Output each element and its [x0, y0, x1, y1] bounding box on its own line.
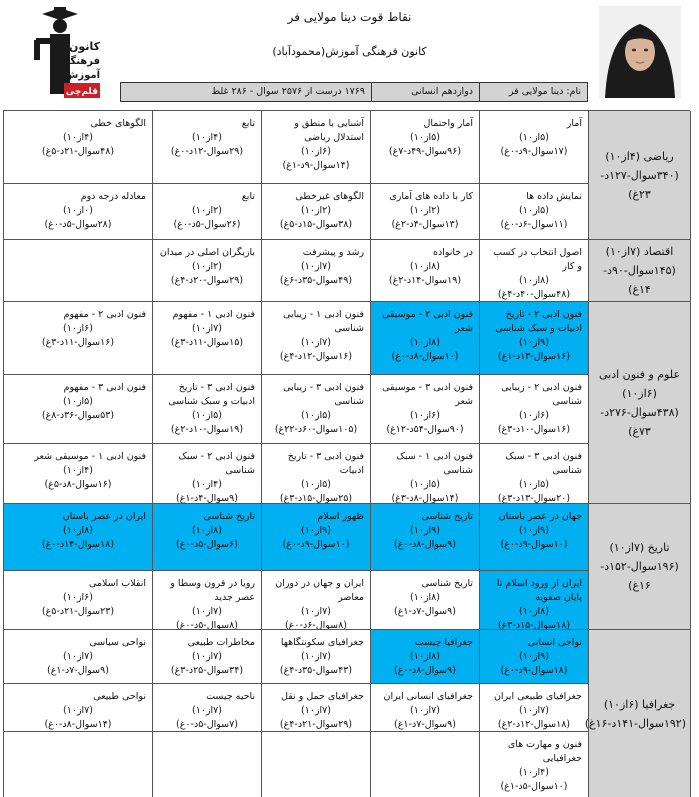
topic-score: (۴از۱۰) [192, 132, 222, 143]
topic-score: (۷از۱۰) [301, 651, 331, 662]
topic-score: (۷از۱۰) [192, 651, 222, 662]
topic-label: انقلاب اسلامی [89, 578, 146, 589]
topic-stats: (۱۶سوال-۱۰د-۳غ) [497, 424, 571, 435]
topic-score: (۶از۱۰) [63, 323, 93, 334]
topic-score: (۸از۱۰) [63, 525, 93, 536]
topic-label: فنون ادبی ۲ - مفهوم [63, 309, 146, 320]
topic-cell [153, 444, 262, 504]
topic-cell [4, 240, 153, 302]
topic-cell [480, 571, 589, 630]
topic-score: (۷از۱۰) [63, 651, 93, 662]
logo-line-2: فرهنگی [60, 56, 100, 67]
subject-summary [589, 302, 691, 504]
topic-score: (۸از۱۰) [192, 525, 222, 536]
subject-summary-line: (۱۴۵سوال-۹۰د- [603, 264, 676, 277]
topic-score: (۵از۱۰) [519, 479, 549, 490]
topic-cell [262, 504, 371, 571]
topic-score: (۴از۱۰) [192, 479, 222, 490]
topic-stats: (۱۱سوال-۶د-۰غ) [500, 219, 568, 230]
topic-stats: (۱۵سوال-۱۱د-۳غ) [170, 337, 244, 348]
logo-line-4: قلم‌چی [65, 87, 98, 97]
topic-stats: (۱۴سوال-۹د-۱غ) [282, 160, 350, 171]
topic-stats: (۸سوال-۶د-۰غ) [285, 620, 347, 630]
topic-score: (۶از۱۰) [410, 410, 440, 421]
topic-cell [371, 684, 480, 732]
topic-cell [371, 240, 480, 302]
topic-cell [4, 630, 153, 684]
topic-score: (۷از۱۰) [192, 606, 222, 617]
topic-stats: (۹سوال-۸د-۰غ) [394, 665, 456, 676]
topic-cell [371, 184, 480, 240]
topic-score: (۷از۱۰) [192, 705, 222, 716]
topic-cell [480, 375, 589, 444]
topic-stats: (۱۶سوال-۸د-۵غ) [44, 479, 112, 490]
topic-label: تابع [241, 118, 255, 129]
topic-label: ایران و جهان در دوران معاصر [272, 578, 364, 603]
topic-stats: (۱۹سوال-۱۰د-۲غ) [170, 424, 244, 435]
topic-score: (۵از۱۰) [519, 132, 549, 143]
topic-cell [480, 302, 589, 375]
subject-summary [589, 111, 691, 240]
topic-stats: (۱۹سوال-۱۴د-۲غ) [388, 275, 462, 286]
report-subtitle: کانون فرهنگی آموزش(محمودآباد) [272, 45, 427, 58]
topic-cell [371, 375, 480, 444]
topic-stats: (۷سوال-۵د-۰غ) [176, 719, 238, 730]
topic-stats: (۶سوال-۵د-۰غ) [176, 539, 238, 550]
topic-cell [371, 571, 480, 630]
topic-score: (۸از۱۰) [410, 592, 440, 603]
topic-score: (۵از۱۰) [410, 479, 440, 490]
topic-cell [262, 375, 371, 444]
topic-cell [480, 504, 589, 571]
topic-score: (۸از۱۰) [410, 651, 440, 662]
topic-cell [4, 302, 153, 375]
topic-cell [371, 732, 480, 797]
topic-cell [153, 504, 262, 571]
subject-summary-line: ریاضی (۴از۱۰) [605, 149, 674, 163]
topic-score: (۶از۱۰) [519, 410, 549, 421]
topic-label: فنون ادبی ۳ - موسیقی شعر [379, 382, 473, 407]
topic-label: ظهور اسلام [317, 511, 364, 522]
topic-cell [262, 302, 371, 375]
topic-score: (۸از۱۰) [519, 275, 549, 286]
topic-stats: (۱۰سوال-۹د-۰غ) [282, 539, 350, 550]
topic-label: تاریخ شناسی [421, 578, 473, 589]
topic-stats: (۱۸سوال-۱۵د-۳غ) [497, 620, 571, 630]
topic-cell [153, 184, 262, 240]
topic-label: فنون ادبی ۱ - سبک شناسی [393, 451, 473, 476]
topic-score: (۹از۱۰) [301, 525, 331, 536]
topic-cell [153, 240, 262, 302]
topic-label: جهان در عصر باستان [498, 511, 582, 522]
topic-cell [4, 184, 153, 240]
topic-score: (۷از۱۰) [410, 705, 440, 716]
subject-summary-line: ۱۴غ) [628, 283, 651, 296]
topic-label: فنون ادبی ۱ - زیبایی شناسی [280, 309, 364, 334]
topic-label: جغرافیا چیست [414, 637, 473, 648]
topic-label: الگوهای خطی [90, 118, 146, 129]
subject-summary-line: ۲۳غ) [628, 187, 651, 201]
topic-label: آمار [566, 118, 582, 129]
subject-summary-line: (۳۴۰سوال-۱۲۷د- [600, 168, 679, 182]
topic-cell [4, 375, 153, 444]
topic-stats: (۹سوال-۷د-۱غ) [394, 606, 456, 617]
topic-score: (۷از۱۰) [301, 337, 331, 348]
topic-label: جغرافیای طبیعی ایران [493, 691, 582, 702]
topic-score: (۴از۱۰) [519, 767, 549, 778]
topic-cell [4, 571, 153, 630]
topic-stats: (۱۸سوال-۱۲د-۲غ) [497, 719, 571, 730]
topic-label: آشنایی با منطق و استدلال ریاضی [291, 118, 364, 143]
topic-label: فنون و مهارت های جغرافیایی [504, 739, 582, 764]
topic-label: جغرافیای سکونتگاهها [280, 637, 364, 648]
topic-cell [262, 184, 371, 240]
topic-cell [371, 302, 480, 375]
topic-score: (۵از۱۰) [301, 410, 331, 421]
topic-cell [153, 302, 262, 375]
topic-cell [153, 732, 262, 797]
topic-stats: (۲۳سوال-۲۱د-۵غ) [41, 606, 115, 617]
topic-label: نمایش داده ها [526, 191, 582, 202]
topic-stats: (۴۹سوال-۳۵د-۶غ) [279, 275, 353, 286]
topic-label: فنون ادبی ۱ - مفهوم [172, 309, 255, 320]
topic-cell [371, 630, 480, 684]
topic-label: فنون ادبی ۳ - سبک شناسی [502, 451, 582, 476]
topic-stats: (۱۸سوال-۱۴د-۰غ) [41, 539, 115, 550]
topic-stats: (۵۳سوال-۳۶د-۸غ) [41, 410, 115, 421]
topic-label: فنون ادبی ۳ - تاریخ ادبیات و سبک شناسی [168, 382, 255, 407]
topic-score: (۸از۱۰) [410, 337, 440, 348]
topic-label: آمار واحتمال [423, 118, 473, 129]
topic-score: (۶از۱۰) [301, 146, 331, 157]
topic-stats: (۹سوال-۸د-۰غ) [394, 539, 456, 550]
topic-label: نواحی سیاسی [89, 637, 146, 648]
subject-summary-line: ۷۳غ) [628, 424, 651, 438]
subject-summary [589, 240, 691, 302]
topic-cell [480, 184, 589, 240]
topic-stats: (۲۹سوال-۱۲د-۰غ) [170, 146, 244, 157]
topic-label: فنون ادبی ۲ - موسیقی شعر [379, 309, 473, 334]
topic-stats: (۱۰سوال-۵د-۱غ) [500, 781, 568, 792]
topic-score: (۷از۱۰) [301, 261, 331, 272]
topic-label: فنون ادبی ۲ - تاریخ ادبیات و سبک شناسی [495, 309, 582, 334]
topic-cell [4, 111, 153, 184]
topic-stats: (۱۴سوال-۸د-۰غ) [44, 719, 112, 730]
topic-score: (۷از۱۰) [192, 323, 222, 334]
topic-score: (۲از۱۰) [192, 205, 222, 216]
topic-cell [262, 630, 371, 684]
topic-cell [480, 732, 589, 797]
topic-label: اصول انتخاب در کسب و کار [490, 247, 582, 272]
topic-score: (۰از۱۰) [63, 205, 93, 216]
report-title: نقاط قوت دینا مولایی فر [287, 10, 412, 24]
topic-stats: (۱۳سوال-۴د-۲غ) [391, 219, 459, 230]
topic-stats: (۱۰سوال-۹د-۰غ) [500, 539, 568, 550]
subject-summary-line: (۶از۱۰) [622, 386, 657, 400]
subject-summary-line: علوم و فنون ادبی [598, 367, 681, 381]
topic-score: (۸از۱۰) [410, 261, 440, 272]
topic-stats: (۱۸سوال-۹د-۰غ) [500, 665, 568, 676]
topic-score: (۲از۱۰) [301, 205, 331, 216]
subject-summary-line: ۱۶غ) [628, 579, 651, 592]
topic-cell [262, 571, 371, 630]
topic-stats: (۳۸سوال-۱۵د-۵غ) [279, 219, 353, 230]
topic-score: (۷از۱۰) [301, 705, 331, 716]
topic-stats: (۹سوال-۴د-۱غ) [176, 493, 238, 504]
topic-score: (۸از۱۰) [519, 606, 549, 617]
topic-label: بازیگران اصلی در میدان [159, 247, 255, 258]
subject-summary [584, 630, 691, 797]
topic-stats: (۲۰سوال-۱۳د-۳غ) [497, 493, 571, 504]
logo-line-1: کانون [69, 40, 100, 53]
topic-cell [153, 571, 262, 630]
topic-label: تابع [241, 191, 255, 202]
topic-label: معادله درجه دوم [80, 191, 146, 202]
topic-label: فنون ادبی ۲ - زیبایی شناسی [498, 382, 582, 407]
topic-stats: (۱۴سوال-۸د-۳غ) [391, 493, 459, 504]
topic-score: (۹از۱۰) [410, 525, 440, 536]
topic-score: (۵از۱۰) [63, 396, 93, 407]
topic-stats: (۱۶سوال-۱۳د-۱غ) [497, 351, 571, 362]
subject-summary-line: (۱۹۲سوال-۱۴۱د-۱۶غ) [584, 716, 686, 730]
topic-label: نواحی طبیعی [93, 691, 146, 702]
topic-cell [262, 732, 371, 797]
topic-label: مخاطرات طبیعی [187, 637, 255, 648]
topic-score: (۷از۱۰) [519, 705, 549, 716]
topic-stats: (۴۸سوال-۴۰د-۴غ) [497, 289, 571, 300]
topic-cell [480, 684, 589, 732]
topic-score: (۵از۱۰) [410, 132, 440, 143]
topic-score: (۲از۱۰) [410, 205, 440, 216]
subject-summary-line: (۴۳۸سوال-۲۷۶د- [600, 405, 679, 419]
topic-cell [153, 111, 262, 184]
topic-stats: (۳۴سوال-۲۵د-۳غ) [170, 665, 244, 676]
topic-cell [371, 444, 480, 504]
topic-score: (۵از۱۰) [519, 205, 549, 216]
topic-stats: (۴۸سوال-۲۱د-۵غ) [41, 146, 115, 157]
topic-label: رشد و پیشرفت [302, 247, 364, 258]
topic-score: (۲از۱۰) [192, 261, 222, 272]
topic-label: تاریخ شناسی [421, 511, 473, 522]
topic-label: رویا در قرون وسطا و عصر جدید [167, 578, 255, 603]
topic-label: الگوهای غیرخطی [295, 191, 364, 202]
topic-label: نواحی انسانی [527, 637, 582, 648]
topic-score: (۷از۱۰) [301, 606, 331, 617]
topic-stats: (۱۷سوال-۹د-۰غ) [500, 146, 568, 157]
topic-label: در خانواده [432, 247, 473, 258]
subject-summary-line: تاریخ (۷از۱۰) [609, 541, 670, 554]
report-header [0, 0, 699, 108]
topic-stats: (۹سوال-۷د-۱غ) [394, 719, 456, 730]
topic-score: (۹از۱۰) [519, 651, 549, 662]
topic-score: (۹از۱۰) [519, 337, 549, 348]
topic-label: ایران از ورود اسلام تا پایان صفویه [493, 578, 582, 603]
topic-cell [480, 111, 589, 184]
topic-cell [153, 684, 262, 732]
topic-stats: (۸سوال-۵د-۰غ) [176, 620, 238, 630]
topic-stats: (۱۶سوال-۱۱د-۳غ) [41, 337, 115, 348]
topic-cell [262, 111, 371, 184]
topic-cell [4, 444, 153, 504]
subject-summary-line: اقتصاد (۷از۱۰) [605, 245, 674, 258]
overall-stats: ۱۷۶۹ درست از ۲۵۷۶ سوال - ۲۸۶ غلط [211, 86, 365, 97]
topic-label: کار با داده های آماری [389, 191, 473, 202]
topic-label: فنون ادبی ۳ - زیبایی شناسی [280, 382, 364, 407]
topic-stats: (۱۰سوال-۸د-۰غ) [391, 351, 459, 362]
topic-score: (۵از۱۰) [192, 410, 222, 421]
topic-label: فنون ادبی ۲ - سبک شناسی [175, 451, 255, 476]
topic-cell [480, 444, 589, 504]
subject-summary [589, 504, 691, 630]
logo-line-3: آموزش [64, 70, 100, 81]
topic-cell [371, 111, 480, 184]
topic-score: (۴از۱۰) [63, 132, 93, 143]
topic-stats: (۲۸سوال-۵د-۰غ) [44, 219, 112, 230]
topic-stats: (۲۶سوال-۵د-۰غ) [173, 219, 241, 230]
topic-cell [262, 240, 371, 302]
student-photo [599, 6, 681, 98]
topic-cell [480, 240, 589, 302]
subject-summary-line: جغرافیا (۶از۱۰) [603, 697, 676, 711]
topic-label: جغرافیای انسانی ایران [383, 691, 473, 702]
topic-label: ناحیه چیست [206, 691, 255, 702]
topic-cell [371, 504, 480, 571]
topic-stats: (۲۹سوال-۲۱د-۴غ) [279, 719, 353, 730]
topic-cell [153, 375, 262, 444]
topic-label: ایران در عصر باستان [62, 511, 146, 522]
topic-stats: (۱۶سوال-۱۲د-۴غ) [279, 351, 353, 362]
student-grade: دوازدهم انسانی [371, 83, 479, 101]
topic-cell [262, 684, 371, 732]
topic-label: فنون ادبی ۱ - موسیقی شعر [34, 451, 146, 462]
topic-stats: (۲۵سوال-۱۵د-۳غ) [279, 493, 353, 504]
topic-stats: (۹۶سوال-۴۹د-۷غ) [388, 146, 462, 157]
topic-stats: (۴۳سوال-۳۵د-۴غ) [279, 665, 353, 676]
topic-cell [262, 444, 371, 504]
topic-cell [4, 684, 153, 732]
topic-score: (۴از۱۰) [63, 465, 93, 476]
topic-cell [153, 630, 262, 684]
topic-label: فنون ادبی ۳ - مفهوم [63, 382, 146, 393]
topic-score: (۷از۱۰) [63, 705, 93, 716]
topic-score: (۶از۱۰) [63, 592, 93, 603]
subject-summary-line: (۱۹۶سوال-۱۵۲د- [600, 560, 679, 573]
student-info-bar [120, 82, 588, 102]
strengths-table [3, 110, 690, 797]
topic-cell [4, 504, 153, 571]
topic-label: فنون ادبی ۳ - تاریخ ادبیات [284, 451, 364, 476]
topic-label: تاریخ شناسی [203, 511, 255, 522]
topic-score: (۹از۱۰) [519, 525, 549, 536]
topic-stats: (۱۰۵سوال-۶۰د-۲۲غ) [274, 424, 358, 435]
topic-label: جغرافیای حمل و نقل [281, 691, 364, 702]
topic-stats: (۹سوال-۷د-۱غ) [47, 665, 109, 676]
ghalamchi-logo [30, 4, 102, 108]
topic-stats: (۹۰سوال-۵۴د-۱۲غ) [386, 424, 464, 435]
topic-stats: (۲۹سوال-۲۰د-۴غ) [170, 275, 244, 286]
topic-cell [480, 630, 589, 684]
topic-score: (۵از۱۰) [301, 479, 331, 490]
topic-cell [4, 732, 153, 797]
student-name: نام: دینا مولایی فر [479, 83, 587, 101]
